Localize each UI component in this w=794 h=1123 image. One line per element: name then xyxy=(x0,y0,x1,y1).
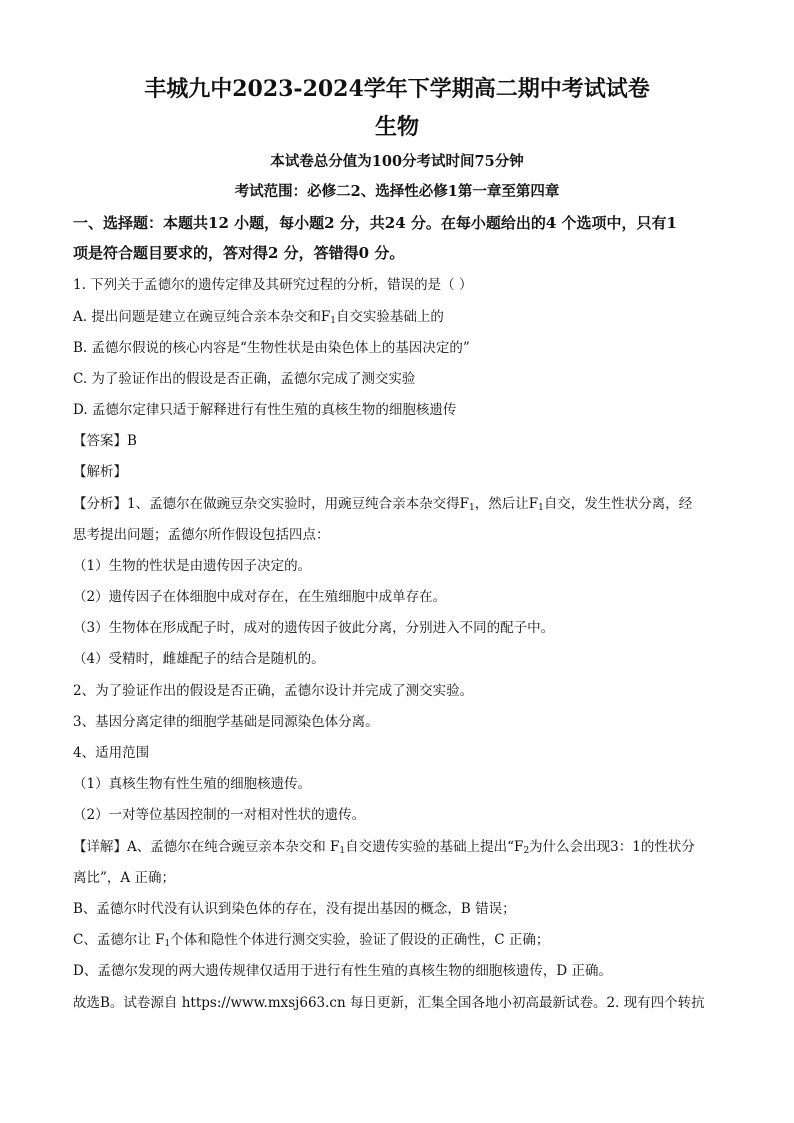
section-heading-line1: 一、选择题：本题共12 小题，每小题2 分，共24 分。在每小题给出的4 个选项中，只有1 xyxy=(73,214,677,232)
analysis-paragraph-1: 【分析】1、孟德尔在做豌豆杂交实验时，用豌豆纯合亲本杂交得$F_1$，然后让$F_1$自交，发生性状分离，经 xyxy=(73,496,693,513)
exam-scope-note: 考试范围：必修二2、选择性必修1第一章至第四章 xyxy=(234,183,560,200)
answer-label: 【答案】B xyxy=(73,433,137,449)
hypothesis-item-4: （4）受精时，雌雄配子的结合是随机的。 xyxy=(73,651,325,667)
detail-a-cont: 离比”，A 正确； xyxy=(73,870,175,886)
hypothesis-item-3: （3）生物体在形成配子时，成对的遗传因子彼此分离，分别进入不同的配子中。 xyxy=(73,620,555,636)
analysis-paragraph-2: 2、为了验证作出的假设是否正确，孟德尔设计并完成了测交实验。 xyxy=(73,683,474,699)
exam-title: 丰城九中2023-2024学年下学期高二期中考试试卷 xyxy=(144,76,650,102)
analysis-paragraph-3: 3、基因分离定律的细胞学基础是同源染色体分离。 xyxy=(73,714,379,730)
option-d: D. 孟德尔定律只适于解释进行有性生殖的真核生物的细胞核遗传 xyxy=(73,402,457,418)
section-heading-line2: 项是符合题目要求的，答对得2 分，答错得0 分。 xyxy=(73,244,405,262)
hypothesis-item-2: （2）遗传因子在体细胞中成对存在，在生殖细胞中成单存在。 xyxy=(73,589,447,605)
score-time-note: 本试卷总分值为100分考试时间75分钟 xyxy=(270,153,524,170)
detail-c: C、孟德尔让 $F_1$个体和隐性个体进行测交实验，验证了假设的正确性，C 正确； xyxy=(73,932,550,949)
analysis-paragraph-4: 4、适用范围 xyxy=(73,745,150,761)
subject-title: 生物 xyxy=(374,114,419,140)
detail-a: 【详解】A、孟德尔在纯合豌豆亲本杂交和 $F_1$自交遗传实验的基础上提出“$F_2$为什么会出现3：1的性状分 xyxy=(73,839,695,856)
analysis-label: 【解析】 xyxy=(73,464,127,480)
scope-item-2: （2）一对等位基因控制的一对相对性状的遗传。 xyxy=(73,807,366,823)
detail-d: D、孟德尔发现的两大遗传规律仅适用于进行有性生殖的真核生物的细胞核遗传，D 正确。 xyxy=(73,963,612,979)
scope-item-1: （1）真核生物有性生殖的细胞核遗传。 xyxy=(73,776,312,792)
analysis-paragraph-1-cont: 思考提出问题；孟德尔所作假设包括四点： xyxy=(73,527,330,543)
option-a: A. 提出问题是建立在豌豆纯合亲本杂交和$F_1$自交实验基础上的 xyxy=(73,309,444,326)
hypothesis-item-1: （1）生物的性状是由遗传因子决定的。 xyxy=(73,558,312,574)
question-stem: 1. 下列关于孟德尔的遗传定律及其研究过程的分析，错误的是（ ） xyxy=(73,277,473,293)
final-line: 故选B。试卷源自 https://www.mxsj663.cn 每日更新，汇集全国各地小初高最新试卷。2. 现有四个转抗 xyxy=(73,995,705,1011)
option-c: C. 为了验证作出的假设是否正确，孟德尔完成了测交实验 xyxy=(73,371,416,387)
option-b: B. 孟德尔假说的核心内容是“生物性状是由染色体上的基因决定的” xyxy=(73,340,470,356)
detail-b: B、孟德尔时代没有认识到染色体的存在，没有提出基因的概念，B 错误； xyxy=(73,901,516,917)
